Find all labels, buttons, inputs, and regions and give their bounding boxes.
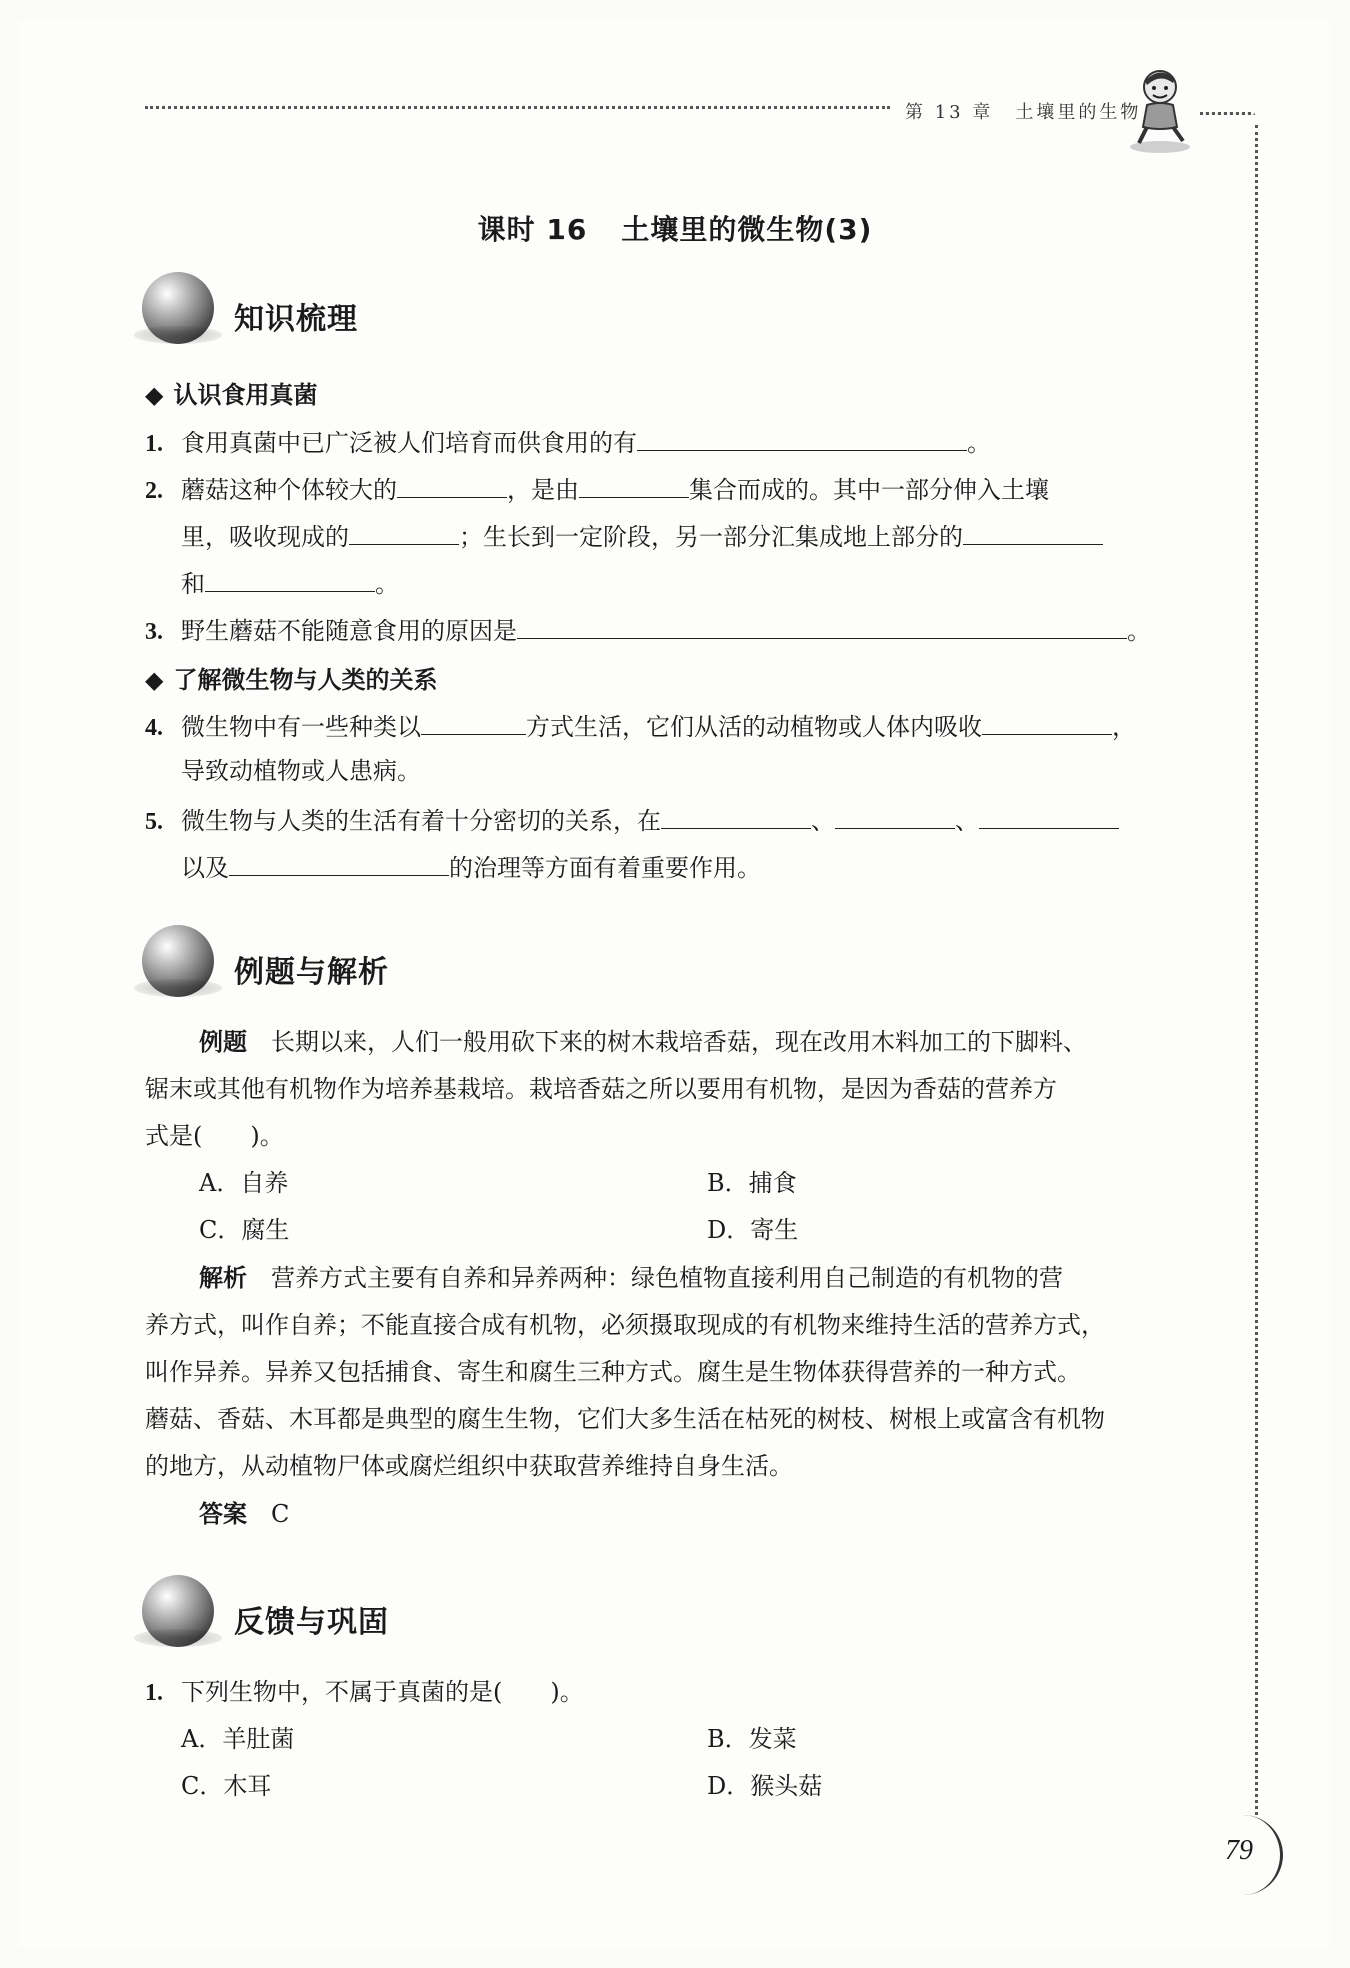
question-text: 野生蘑菇不能随意食用的原因是: [181, 617, 517, 645]
section-title: 反馈与巩固: [234, 1605, 389, 1640]
option-c[interactable]: C．木耳: [181, 1772, 272, 1800]
question-4-line-1: [145, 708, 1136, 744]
question-4-line-2: [181, 755, 421, 787]
option-d[interactable]: D．寄生: [707, 1216, 799, 1244]
analysis-text: 营养方式主要有自养和异养两种：绿色植物直接利用自己制造的有机物的营: [271, 1264, 1063, 1292]
page-number: 79: [1225, 1835, 1253, 1866]
answer-value: C: [271, 1500, 290, 1528]
diamond-bullet-icon: ◆: [145, 666, 164, 694]
analysis-line-2: 养方式，叫作自养；不能直接合成有机物，必须摄取现成的有机物来维持生活的营养方式，: [145, 1311, 1105, 1339]
analysis-label: 解析: [199, 1264, 247, 1292]
answer-blank[interactable]: [963, 518, 1103, 545]
globe-icon: [142, 1575, 214, 1647]
example-line-3: 式是( )。: [145, 1122, 284, 1150]
answer-label: 答案: [199, 1500, 247, 1528]
question-2-line-3: [181, 565, 399, 600]
mascot-icon: [1125, 65, 1195, 155]
example-label: 例题: [199, 1028, 247, 1056]
question-1: [145, 424, 991, 460]
example-line-1: [199, 1026, 1087, 1058]
question-5-line-1: [145, 802, 1119, 838]
side-dotted-rule: [1255, 125, 1258, 1815]
subsection-heading: [145, 660, 437, 695]
punctuation: 。: [967, 429, 991, 457]
question-text: ；生长到一定阶段，另一部分汇集成地上部分的: [459, 523, 963, 551]
punctuation: 。: [1127, 617, 1151, 645]
lesson-title: [0, 208, 1350, 248]
question-text: 的治理等方面有着重要作用。: [449, 854, 761, 882]
question-text: 方式生活，它们从活的动植物或人体内吸收: [526, 713, 982, 741]
question-text: 里，吸收现成的: [181, 523, 349, 551]
answer-blank[interactable]: [349, 518, 459, 545]
section-title: 知识梳理: [234, 302, 358, 337]
analysis-line-5: 的地方，从动植物尸体或腐烂组织中获取营养维持自身生活。: [145, 1452, 793, 1480]
feedback-question-1: [145, 1676, 584, 1709]
answer-blank[interactable]: [661, 802, 811, 829]
question-text: ，是由: [507, 476, 579, 504]
question-text: 集合而成的。其中一部分伸入土壤: [689, 476, 1049, 504]
answer-blank[interactable]: [637, 424, 967, 451]
option-b[interactable]: B．发菜: [707, 1725, 797, 1753]
question-text: 微生物与人类的生活有着十分密切的关系，在: [181, 807, 661, 835]
subsection-title: 了解微生物与人类的关系: [173, 666, 438, 694]
section-title: 例题与解析: [234, 955, 389, 990]
punctuation: ，: [1112, 713, 1136, 741]
question-number: 1.: [145, 1680, 163, 1706]
analysis-line-4: 蘑菇、香菇、木耳都是典型的腐生生物，它们大多生活在枯死的树枝、树根上或富含有机物: [145, 1405, 1105, 1433]
question-3: [145, 612, 1151, 648]
question-number: 3.: [145, 619, 163, 645]
lesson-number: 课时 16: [477, 213, 588, 246]
punctuation: 、: [811, 807, 835, 835]
answer-blank[interactable]: [982, 708, 1112, 735]
answer-blank[interactable]: [579, 471, 689, 498]
example-text: 长期以来，人们一般用砍下来的树木栽培香菇，现在改用木料加工的下脚料、: [271, 1028, 1087, 1056]
answer-blank[interactable]: [835, 802, 955, 829]
answer-blank[interactable]: [205, 565, 375, 592]
example-line-2: 锯末或其他有机物作为培养基栽培。栽培香菇之所以要用有机物，是因为香菇的营养方: [145, 1075, 1057, 1103]
answer-blank[interactable]: [397, 471, 507, 498]
question-text: 蘑菇这种个体较大的: [181, 476, 397, 504]
answer-blank[interactable]: [229, 849, 449, 876]
question-text: 食用真菌中已广泛被人们培育而供食用的有: [181, 429, 637, 457]
question-text: 导致动植物或人患病。: [181, 757, 421, 785]
diamond-bullet-icon: ◆: [145, 381, 164, 409]
answer-line: [199, 1498, 289, 1530]
question-5-line-2: [181, 849, 761, 884]
question-number: 2.: [145, 478, 163, 504]
answer-blank[interactable]: [979, 802, 1119, 829]
punctuation: 、: [955, 807, 979, 835]
header-dotted-rule: [145, 106, 890, 109]
question-number: 1.: [145, 431, 163, 457]
option-d[interactable]: D．猴头菇: [707, 1772, 823, 1800]
chapter-number: 第 13 章: [905, 102, 994, 123]
question-text: 微生物中有一些种类以: [181, 713, 421, 741]
globe-icon: [142, 925, 214, 997]
answer-blank[interactable]: [517, 612, 1127, 639]
globe-icon: [142, 272, 214, 344]
punctuation: 。: [375, 570, 399, 598]
option-b[interactable]: B．捕食: [707, 1169, 797, 1197]
option-c[interactable]: C．腐生: [199, 1216, 290, 1244]
chapter-title: 土壤里的生物: [1015, 102, 1142, 123]
subsection-title: 认识食用真菌: [173, 381, 318, 409]
question-text: 下列生物中，不属于真菌的是( )。: [181, 1678, 584, 1706]
question-2-line-2: [181, 518, 1103, 553]
subsection-heading: [145, 375, 317, 410]
header-dotted-corner: [1200, 112, 1255, 115]
question-text: 和: [181, 570, 205, 598]
option-a[interactable]: A．自养: [199, 1169, 289, 1197]
question-number: 4.: [145, 715, 163, 741]
analysis-line-3: 叫作异养。异养又包括捕食、寄生和腐生三种方式。腐生是生物体获得营养的一种方式。: [145, 1358, 1081, 1386]
question-number: 5.: [145, 809, 163, 835]
question-text: 以及: [181, 854, 229, 882]
option-a[interactable]: A．羊肚菌: [181, 1725, 295, 1753]
analysis-line-1: [199, 1262, 1063, 1294]
answer-blank[interactable]: [421, 708, 526, 735]
question-2-line-1: [145, 471, 1049, 507]
lesson-name: 土壤里的微生物(3): [621, 213, 873, 246]
